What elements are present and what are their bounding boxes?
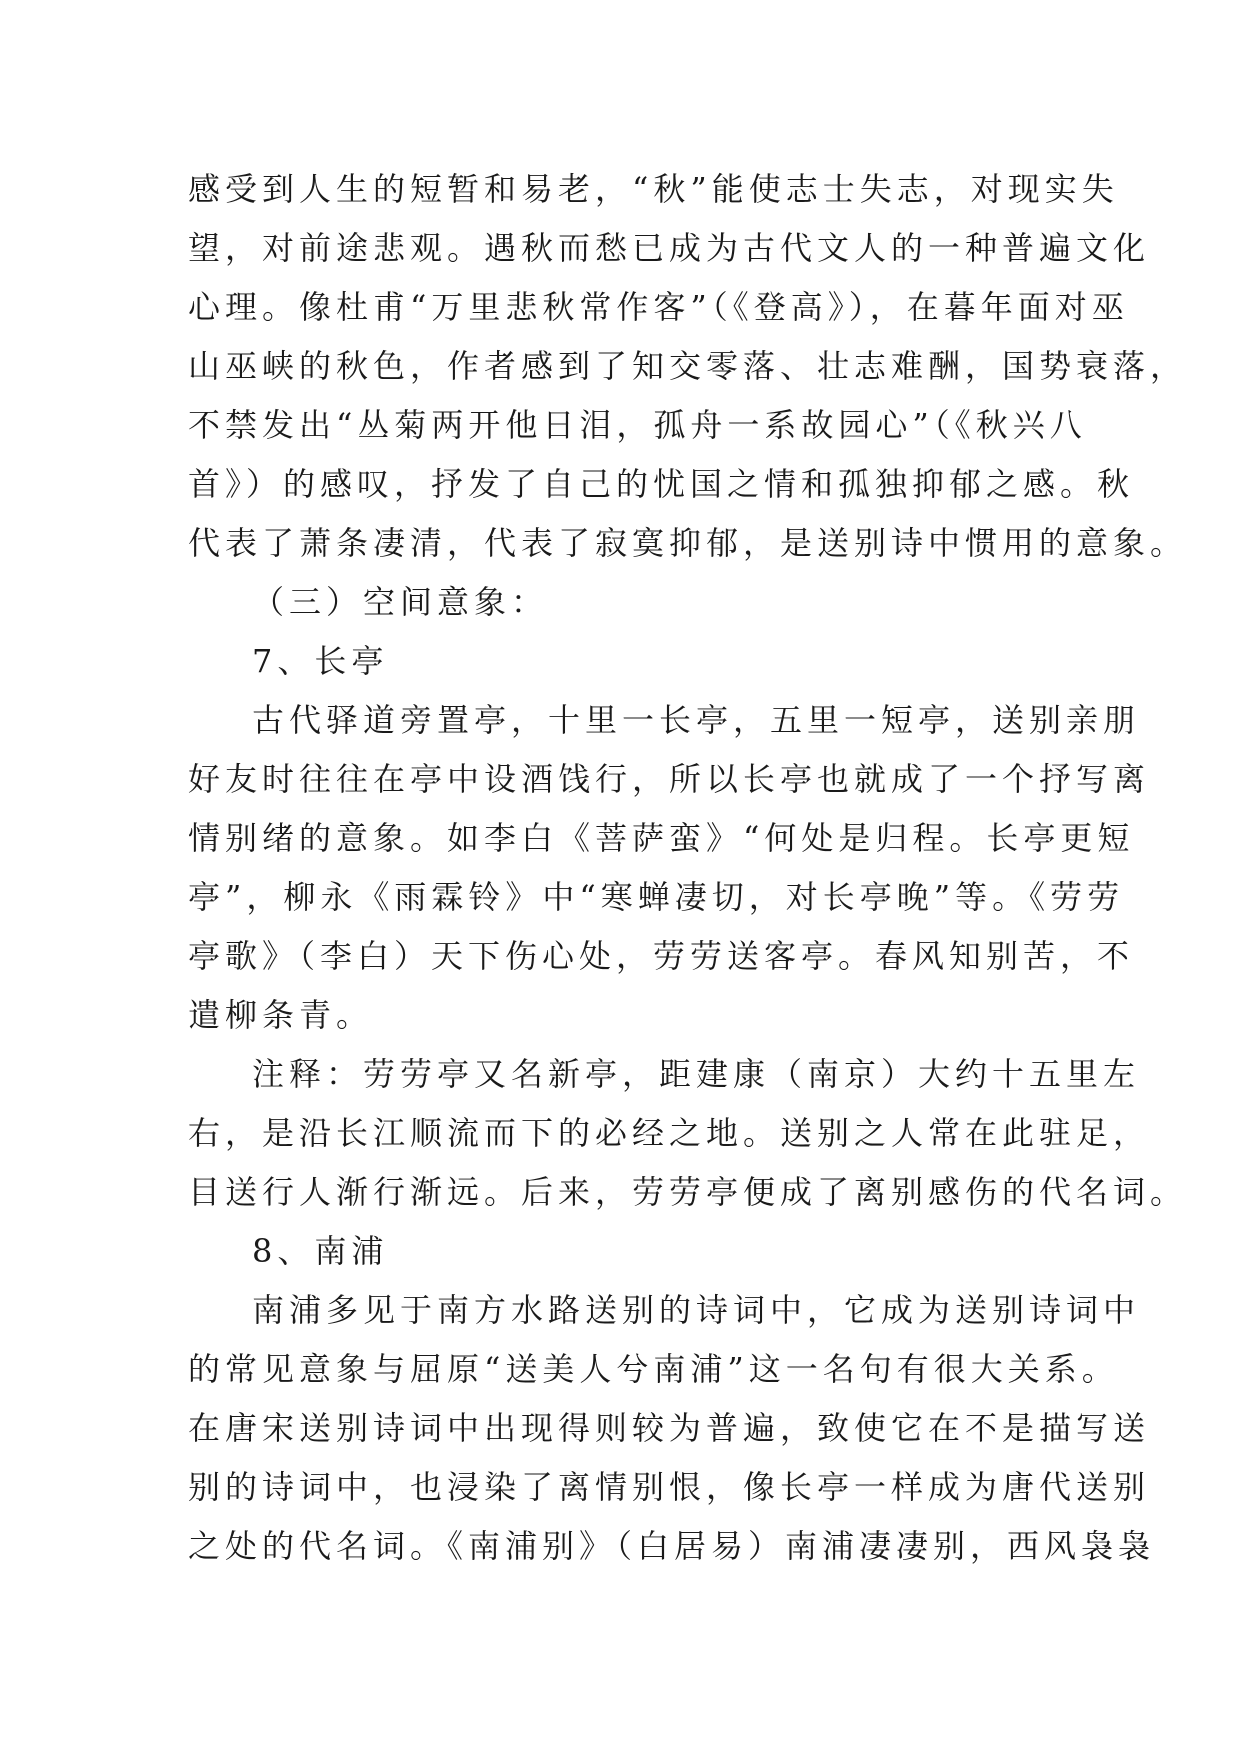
document-body — [188, 160, 1188, 1576]
text-line: 亭歌》（李白）天下伤心处，劳劳送客亭。春风知别苦，不 — [188, 937, 1135, 975]
text-line: 右，是沿长江顺流而下的必经之地。送别之人常在此驻足， — [188, 1114, 1151, 1152]
text-line: 遣柳条青。 — [188, 996, 374, 1034]
text-line: 的常见意象与屈原“送美人兮南浦”这一名句有很大关系。 — [188, 1350, 1119, 1388]
text-line: 代表了萧条凄清，代表了寂寞抑郁，是送别诗中惯用的意象。 — [188, 524, 1188, 562]
text-line: 望，对前途悲观。遇秋而愁已成为古代文人的一种普遍文化 — [188, 229, 1151, 267]
text-line: 好友时往往在亭中设酒饯行，所以长亭也就成了一个抒写离 — [188, 760, 1151, 798]
text-line: 之处的代名词。《南浦别》（白居易）南浦凄凄别，西风袅袅 — [188, 1527, 1156, 1565]
paragraph-start-line: 南浦多见于南方水路送别的诗词中，它成为送别诗词中 — [252, 1291, 1141, 1329]
subsection-heading: 8、南浦 — [252, 1232, 389, 1270]
paragraph-start-line: 注释：劳劳亭又名新亭，距建康（南京）大约十五里左 — [252, 1055, 1141, 1093]
text-line: 心理。像杜甫“万里悲秋常作客”（《登高》），在暮年面对巫 — [188, 288, 1129, 326]
paragraph-start-line: 古代驿道旁置亭，十里一长亭，五里一短亭，送别亲朋 — [252, 701, 1141, 739]
text-line: 目送行人渐行渐远。后来，劳劳亭便成了离别感伤的代名词。 — [188, 1173, 1188, 1211]
text-line: 别的诗词中，也浸染了离情别恨，像长亭一样成为唐代送别 — [188, 1468, 1151, 1506]
text-line: 在唐宋送别诗词中出现得则较为普遍，致使它在不是描写送 — [188, 1409, 1151, 1447]
text-line: 感受到人生的短暂和易老，“秋”能使志士失志，对现实失 — [188, 170, 1119, 208]
text-line: 不禁发出“丛菊两开他日泪，孤舟一系故园心”（《秋兴八 — [188, 406, 1087, 444]
section-heading: （三）空间意象： — [252, 583, 549, 621]
text-line: 亭”，柳永《雨霖铃》中“寒蝉凄切，对长亭晚”等。《劳劳 — [188, 878, 1125, 916]
text-line: 情别绪的意象。如李白《菩萨蛮》“何处是归程。长亭更短 — [188, 819, 1135, 857]
subsection-heading: 7、长亭 — [252, 642, 389, 680]
text-line: 山巫峡的秋色，作者感到了知交零落、壮志难酬，国势衰落， — [188, 347, 1188, 385]
text-line: 首》）的感叹，抒发了自己的忧国之情和孤独抑郁之感。秋 — [188, 465, 1135, 503]
